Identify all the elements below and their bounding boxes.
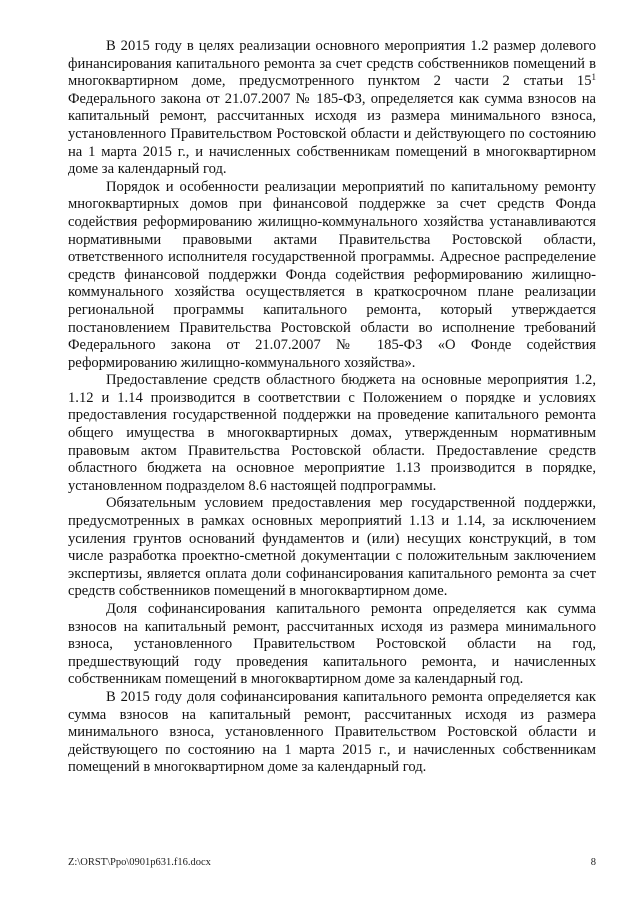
page-footer — [68, 857, 596, 869]
paragraph-4: Обязательным условием предоставления мер государственной поддержки, предусмотренных в рамках основных мероприятий 1.13 и 1.14, за исключением усиления грунтов оснований фундаментов и (или) несущих конструкций, в том числе разработка проектно-сметной документации с положительным заключением экспертизы, является оплата доли софинансирования капитального ремонта за счет средств собственников помещений в многоквартирном доме. — [68, 495, 596, 600]
footer-file-path: Z:\ORST\Ppo\0901p631.f16.docx — [68, 857, 211, 868]
paragraph-1-text-end: Федерального закона от 21.07.2007 № 185-ФЗ, определяется как сумма взносов на капитальный ремонт, рассчитанных исходя из размера минимального взноса, установленного Правительством Ростовской области и действующего по состоянию на 1 марта 2015 г., и начисленных собственникам помещений в многоквартирном доме за календарный год. — [68, 90, 596, 178]
document-body — [68, 38, 596, 777]
footer-page-number: 8 — [590, 857, 596, 868]
paragraph-2: Порядок и особенности реализации мероприятий по капитальному ремонту многоквартирных домов при финансовой поддержке за счет средств Фонда содействия реформированию жилищно-коммунального хозяйства устанавливаются нормативными правовыми актами Правительства Ростовской области, ответственного исполнителя государственной программы. Адресное распределение средств финансовой поддержки Фонда содействия реформированию жилищно-коммунального хозяйства осуществляется в краткосрочном плане реализации региональной программы капитального ремонта, который утверждается постановлением Правительства Ростовской области во исполнение требований Федерального закона от 21.07.2007 № 185-ФЗ «О Фонде содействия реформированию жилищно-коммунального хозяйства». — [68, 178, 596, 371]
superscript-article-number: 1 — [591, 72, 596, 83]
paragraph-6: В 2015 году доля софинансирования капитального ремонта определяется как сумма взносов на капитальный ремонт, рассчитанных исходя из размера минимального взноса, установленного Правительством Ростовской области и действующего по состоянию на 1 марта 2015 г., и начисленных собственникам помещений в многоквартирном доме за календарный год. — [68, 688, 596, 776]
paragraph-3: Предоставление средств областного бюджета на основные мероприятия 1.2, 1.12 и 1.14 производится в соответствии с Положением о порядке и условиях предоставления государственной поддержки на проведение капитального ремонта общего имущества в многоквартирных домах, утвержденным нормативным правовым актом Правительства Ростовской области. Предоставление средств областного бюджета на основное мероприятие 1.13 производится в порядке, установленном подразделом 8.6 настоящей подпрограммы. — [68, 372, 596, 494]
paragraph-1 — [68, 38, 596, 179]
paragraph-5: Доля софинансирования капитального ремонта определяется как сумма взносов на капитальный ремонт, рассчитанных исходя из размера минимального взноса, установленного Правительством Ростовской области на год, предшествующий году проведения капитального ремонта, и начисленных собственникам помещений в многоквартирном доме за календарный год. — [68, 601, 596, 688]
paragraph-1-text-start: В 2015 году в целях реализации основного мероприятия 1.2 размер долевого финансирования капитального ремонта за счет средств собственников помещений в многоквартирном доме, предусмотренного пунктом 2 части 2 статьи 15 — [68, 38, 596, 90]
